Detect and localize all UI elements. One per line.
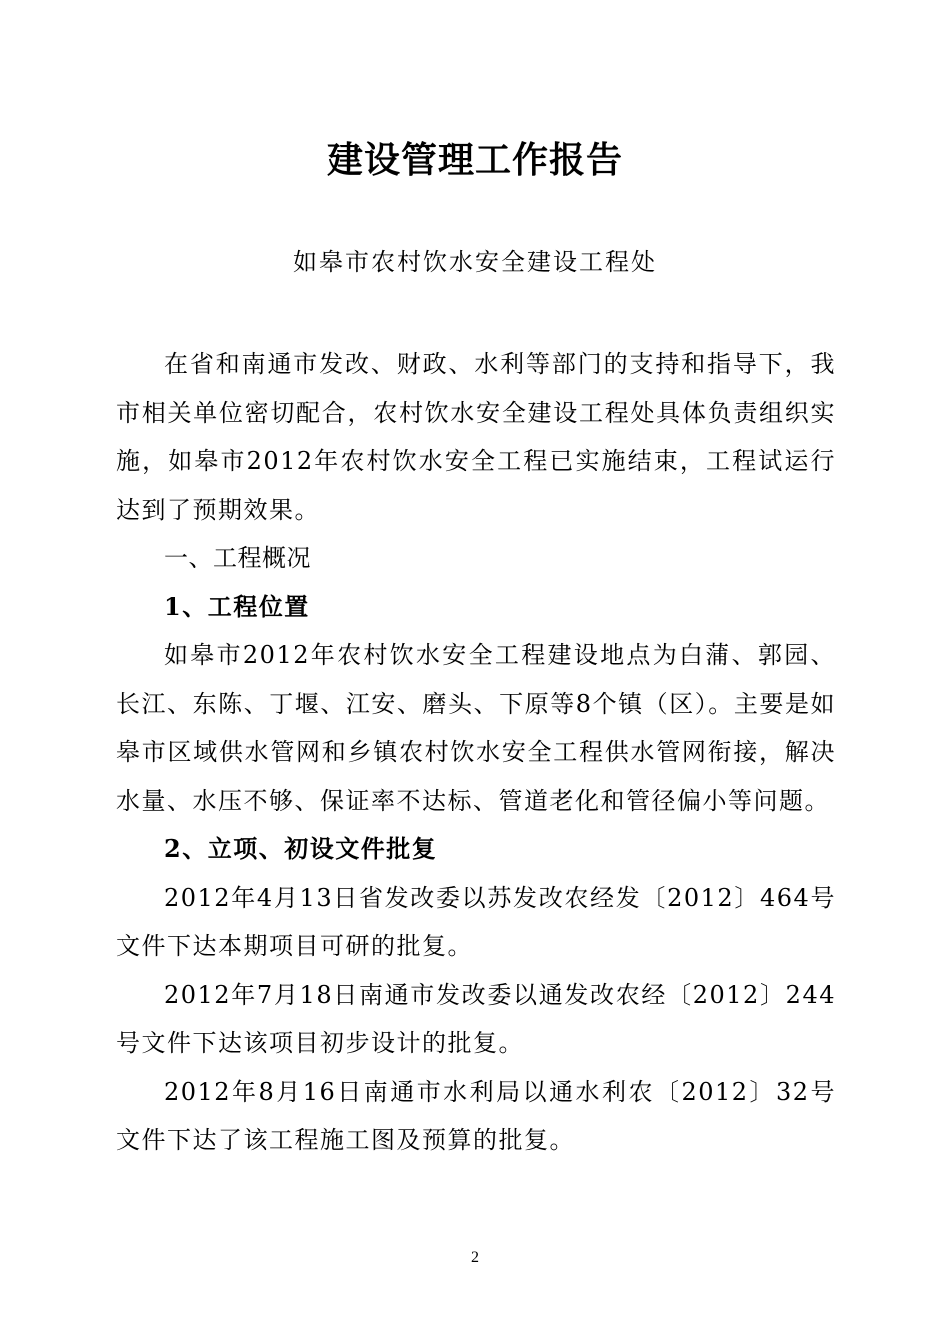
section-heading-overview: 一、工程概况 (164, 544, 311, 572)
intro-paragraph: 在省和南通市发改、财政、水利等部门的支持和指导下，我市相关单位密切配合，农村饮水安全建设工程处具体负责组织实施，如皋市2012年农村饮水安全工程已实施结束，工程试运行达到了预期效果。 (116, 350, 836, 524)
approval-paragraph-3: 2012年8月16日南通市水利局以通水利农〔2012〕32号文件下达了该工程施工图及预算的批复。 (116, 1077, 836, 1154)
document-title: 建设管理工作报告 (326, 139, 623, 181)
approval-paragraph-1: 2012年4月13日省发改委以苏发改农经发〔2012〕464号文件下达本期项目可研的批复。 (116, 883, 836, 960)
location-paragraph: 如皋市2012年农村饮水安全工程建设地点为白蒲、郭园、长江、东陈、丁堰、江安、磨头、下原等8个镇（区）。主要是如皋市区域供水管网和乡镇农村饮水安全工程供水管网衔接，解决水量、水压不够、保证率不达标、管道老化和管径偏小等问题。 (116, 641, 836, 815)
page-number: 2 (471, 1249, 479, 1266)
subheading-approval: 2、立项、初设文件批复 (164, 834, 438, 863)
subheading-location: 1、工程位置 (164, 591, 310, 621)
approval-paragraph-2: 2012年7月18日南通市发改委以通发改农经〔2012〕244号文件下达该项目初步设计的批复。 (116, 980, 836, 1057)
document-body (116, 340, 836, 1165)
document-subtitle: 如皋市农村饮水安全建设工程处 (293, 248, 657, 276)
